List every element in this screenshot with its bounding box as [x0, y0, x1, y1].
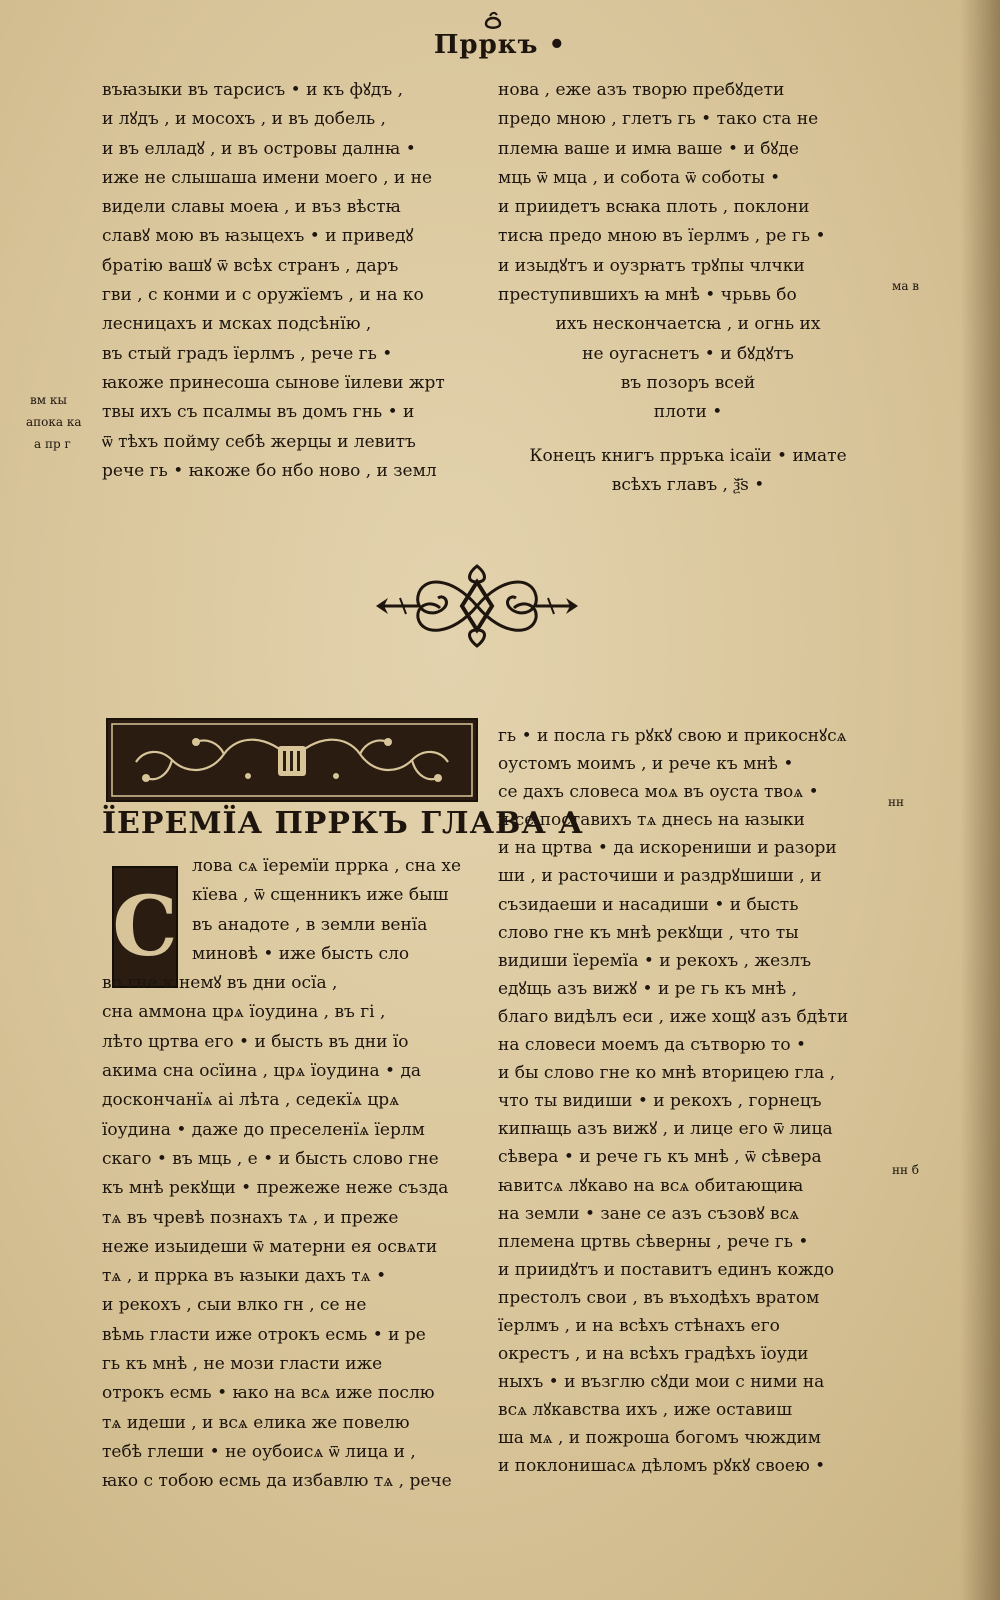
text-line: їерлмъ , и на всѣхъ стѣнахъ его — [498, 1315, 780, 1336]
text-line: славꙋ мою въ ꙗзыцехъ • и приведꙋ — [102, 226, 414, 247]
margin-note-right-2: нн — [888, 795, 904, 809]
text-line: и на цртва • да искорениши и разори — [498, 838, 837, 859]
text-line: всѧ лꙋкавства ихъ , иже оставиш — [498, 1400, 793, 1421]
text-line: въ позоръ всей — [620, 372, 756, 393]
page-edge-shadow — [960, 0, 1000, 1600]
text-line: тѧ , и пррка въ ꙗзыки дахъ тѧ • — [102, 1266, 387, 1287]
margin-note-right-3: нн б — [892, 1163, 920, 1177]
text-line: съзидаеши и насадиши • и бысть — [498, 894, 799, 915]
text-line: ѿ тѣхъ пойму себѣ жерцы и левитъ — [102, 431, 416, 452]
text-line: отрокъ есмь • ꙗко на всѧ иже послю — [102, 1383, 435, 1404]
text-line: миновѣ • иже бысть сло — [192, 943, 410, 964]
running-head: Прркъ • — [433, 30, 567, 60]
text-line: предо мною , глетъ гь • тако ста не — [498, 109, 819, 130]
text-line: оустомъ моимъ , и рече къ мнѣ • — [498, 754, 794, 775]
text-line: и лꙋдъ , и мосохъ , и въ добель , — [102, 109, 386, 130]
text-line: что ты видиши • и рекохъ , горнецъ — [498, 1091, 822, 1112]
text-line: ныхъ • и възглю сꙋди мои с ними на — [498, 1372, 825, 1393]
text-line: и изыдꙋтъ и оузрꙗтъ трꙋпы члчки — [498, 255, 805, 276]
chapter-title: ЇЕРЕМЇА ПРРКЪ ГЛАВА А — [102, 806, 584, 841]
text-line: иже не слышаша имени моего , и не — [102, 167, 433, 188]
text-line: едꙋщь азъ вижꙋ • и ре гь къ мнѣ , — [498, 978, 798, 999]
text-line: и се поставихъ тѧ днесь на ꙗзыки — [498, 810, 805, 831]
text-line: и въ елладꙋ , и въ острoвы далнꙗ • — [102, 138, 416, 159]
text-line: скаго • въ мць , е • и бысть слово гне — [102, 1148, 439, 1169]
text-line: племꙗ ваше и имꙗ ваше • и бꙋде — [498, 138, 799, 159]
text-line: въ анадоте , в земли венїа — [192, 914, 428, 935]
text-line: тисꙗ предо мною въ їерлмъ , ре гь • — [498, 226, 826, 247]
text-line: кїева , ѿ сщенникъ иже быш — [192, 885, 449, 906]
text-line: неже изыидеши ѿ матерни ея освѧти — [102, 1236, 438, 1257]
text-line: сѣвера • и рече гь къ мнѣ , ѿ сѣвера — [498, 1147, 822, 1168]
text-line: се дахъ словеса моѧ въ оуста твоѧ • — [498, 782, 819, 803]
text-line: тебѣ глеши • не оубоисѧ ѿ лица и , — [102, 1441, 416, 1462]
text-line: ꙗвитсѧ лꙋкаво на всѧ обитающиꙗ — [498, 1175, 804, 1196]
text-line: преступившихъ ꙗ мнѣ • чрьвь бо — [498, 285, 797, 306]
text-line: вѣмь гласти иже отрокъ есмь • и ре — [102, 1324, 426, 1345]
text-column-top-right — [498, 76, 878, 428]
text-line: всѣхъ главъ , ѯ҃ѕ • — [611, 475, 765, 496]
text-line: гь къ мнѣ , не мози гласти иже — [102, 1354, 383, 1375]
text-line: на словеси моемъ да сътворю то • — [498, 1035, 806, 1056]
text-line: лова сѧ їеремїи пррка , сна хе — [192, 856, 462, 876]
text-line: сна аммона црѧ їоудина , въ гі , — [102, 1002, 386, 1023]
text-line: кипꙗщь азъ вижꙋ , и лице его ѿ лица — [498, 1119, 833, 1140]
margin-note-left-3: а пр г — [34, 437, 71, 451]
text-line: мць ѿ мца , и собота ѿ соботы • — [498, 167, 781, 188]
text-line: ша мѧ , и пожроша богомъ чюждим — [498, 1428, 821, 1449]
text-line: во гне к немꙋ въ дни осїа , — [102, 973, 338, 994]
text-line: къ мнѣ рекꙋщи • прежеже неже създа — [102, 1178, 449, 1199]
text-line: и приидетъ всꙗка плоть , поклони — [498, 197, 810, 218]
text-line: престолъ свои , въ въходѣхъ вратом — [498, 1287, 820, 1308]
margin-note-right-1: ма в — [892, 279, 920, 293]
text-line: гь • и посла гь рꙋкꙋ свою и прикоснꙋсѧ — [498, 726, 847, 746]
margin-note-left-1: вм кы — [30, 393, 67, 407]
text-line: лесницахъ и мсках подсѣнїю , — [102, 314, 372, 335]
text-line: плоти • — [653, 402, 723, 423]
text-line: и рекохъ , сыи влко гн , се не — [102, 1295, 367, 1316]
text-line: твы ихъ съ псалмы въ домъ гнь • и — [102, 402, 415, 423]
text-line: не оугаснетъ • и бꙋдꙋтъ — [582, 343, 794, 364]
text-column-bottom-left — [102, 852, 480, 1497]
text-column-bottom-right — [498, 722, 880, 1481]
fleuron-ornament-icon — [372, 560, 582, 652]
text-line: тѧ идеши , и всѧ елика же повелю — [102, 1412, 410, 1433]
initial-letter: С — [112, 879, 178, 975]
text-line: на земли • зане се азъ съзовꙋ всѧ — [498, 1203, 800, 1224]
text-line: тѧ въ чревѣ познахъ тѧ , и прежe — [102, 1207, 399, 1228]
text-line: въ стый градъ їерлмъ , рече гь • — [102, 343, 393, 364]
text-line: нова , еже азъ творю пребꙋдети — [498, 80, 785, 100]
text-line: въꙗзыки въ тарсисъ • и къ фꙋдъ , — [102, 80, 404, 100]
margin-note-left-2: апока ка — [26, 415, 82, 429]
text-line: їоудина • даже до преселенїѧ їерлм — [102, 1119, 425, 1140]
headpiece-vine-icon — [108, 720, 476, 800]
headpiece-woodcut — [106, 718, 478, 802]
text-line: доскончанїѧ аі лѣта , седекїѧ црѧ — [102, 1090, 400, 1111]
text-line: акима сна осїина , црѧ їоудина • да — [102, 1061, 422, 1082]
text-line: видиши їеремїа • и рекохъ , жезлъ — [498, 950, 812, 971]
header-ornament-icon — [478, 10, 508, 32]
text-line: Конецъ книгъ прръка ісаїи • имате — [529, 446, 847, 466]
text-line: и приидꙋтъ и поставитъ единъ кождо — [498, 1259, 835, 1280]
text-line: видели славы моеꙗ , и въз вѣстꙗ — [102, 197, 401, 218]
text-line: ꙗко с тобою есмь да избавлю тѧ , рече — [102, 1471, 452, 1492]
text-line: ихъ нескончаетсꙗ , и огнь их — [555, 314, 821, 335]
text-line: ши , и расточиши и раздрꙋшиши , и — [498, 866, 822, 887]
text-column-top-left — [102, 76, 482, 486]
text-line: гви , с конми и с оружїемъ , и на ко — [102, 285, 424, 306]
text-line: лѣто цртва его • и бысть въ дни їо — [102, 1031, 409, 1052]
text-line: и бы слово гне ко мнѣ вторицею гла , — [498, 1063, 836, 1084]
text-line: племена цртвь сѣверны , рече гь • — [498, 1231, 809, 1252]
text-line: окрестъ , и на всѣхъ градѣхъ їоуди — [498, 1344, 809, 1365]
text-line: рече гь • ꙗкоже бо нбо ново , и земл — [102, 460, 437, 481]
colophon — [498, 442, 878, 501]
text-line: и поклонишасѧ дѣломъ рꙋкꙋ своею • — [498, 1456, 826, 1477]
text-line: братію вашꙋ ѿ всѣх странъ , даръ — [102, 255, 399, 276]
text-line: благо видѣлъ еси , иже хощꙋ азъ бдѣти — [498, 1006, 849, 1027]
text-line: слово гне къ мнѣ рекꙋщи , что ты — [498, 922, 799, 943]
text-line: ꙗкоже принесоша сынове їилеви жрт — [102, 372, 445, 393]
